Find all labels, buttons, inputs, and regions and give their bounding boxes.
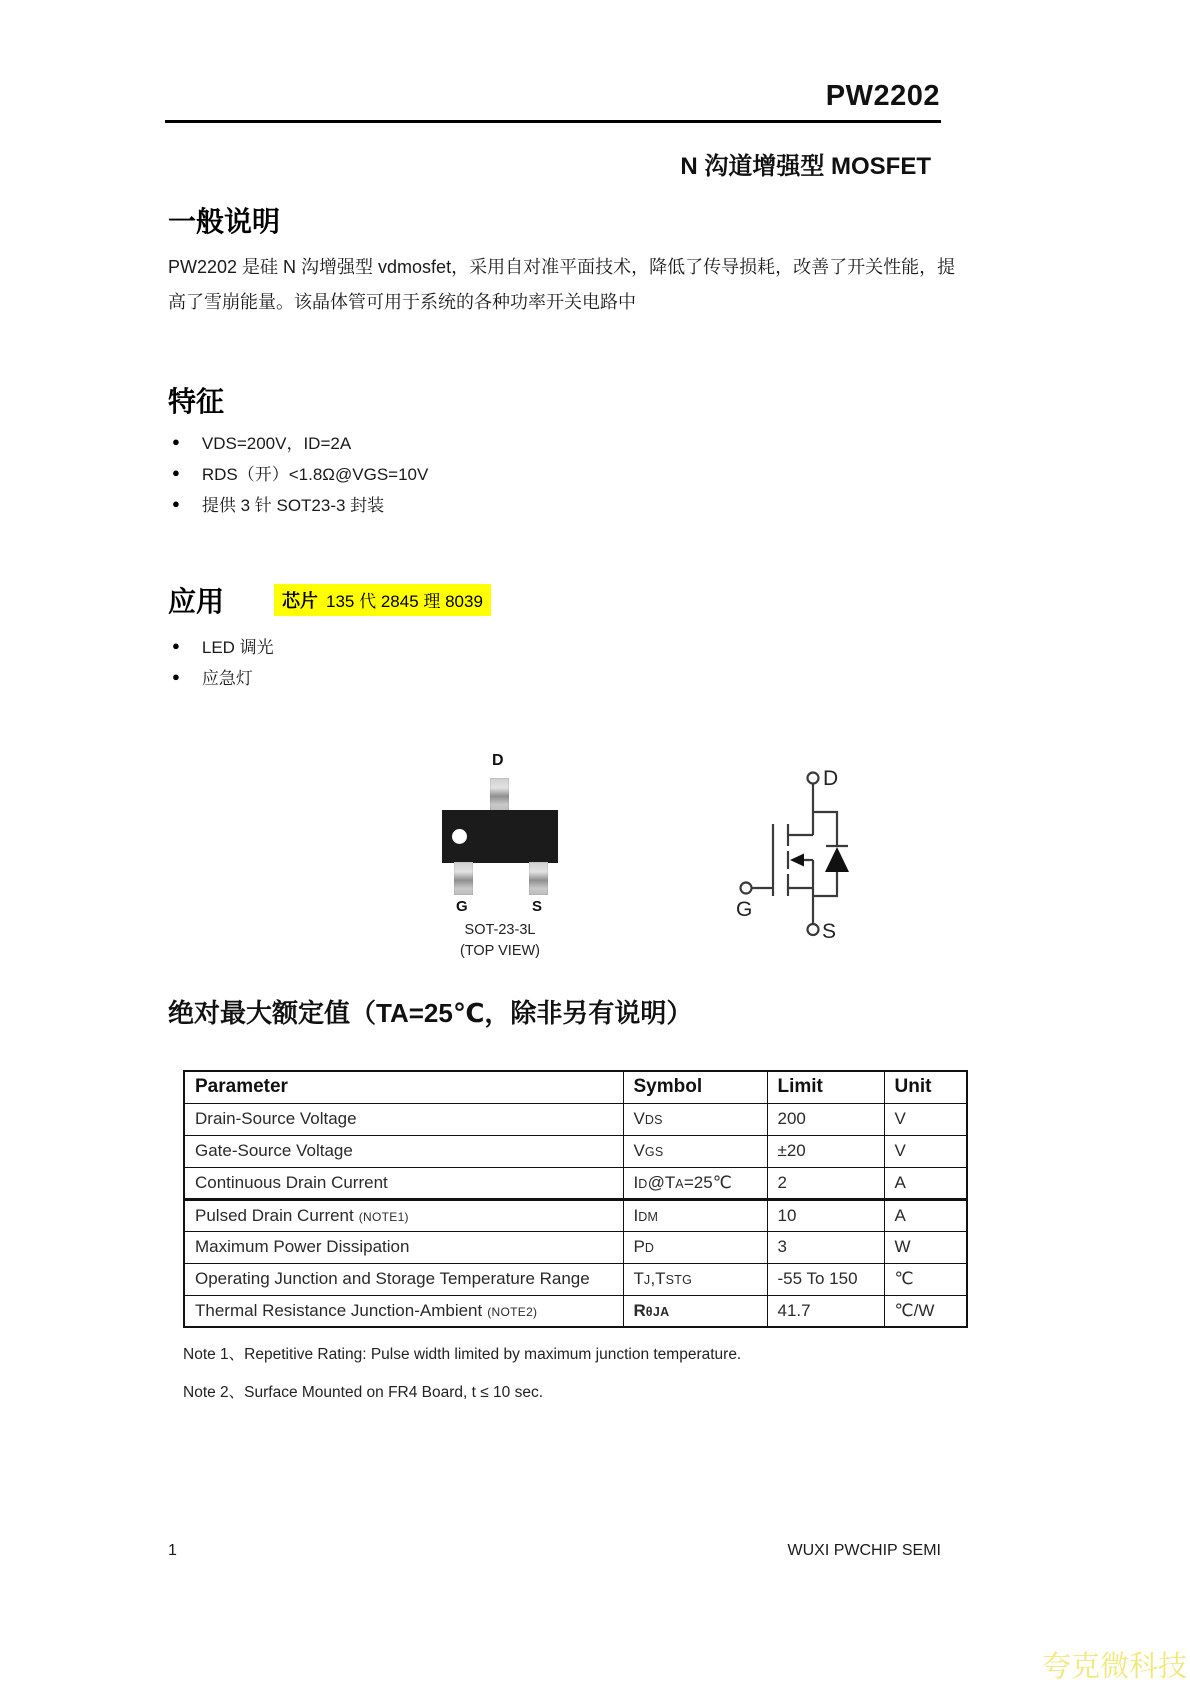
bullet-icon: ●: [172, 465, 180, 480]
parameter-cell: Thermal Resistance Junction-Ambient (NOTE2): [184, 1295, 623, 1327]
features-list: [172, 426, 428, 519]
applications-highlight-bold: 芯片: [282, 591, 319, 611]
parameter-cell: Maximum Power Dissipation: [184, 1231, 623, 1263]
absolute-maximum-ratings-heading: 绝对最大额定值（TA=25℃，除非另有说明）: [168, 998, 693, 1028]
table-row: [184, 1295, 967, 1327]
bullet-icon: ●: [172, 638, 180, 653]
symbol-cell: RθJA: [623, 1295, 767, 1327]
limit-cell: ±20: [767, 1135, 884, 1167]
application-item-label: 应急灯: [201, 669, 253, 688]
applications-highlight: [274, 584, 491, 616]
unit-cell: A: [884, 1167, 967, 1199]
package-caption: [420, 920, 580, 962]
general-description-heading: 一般说明: [168, 206, 281, 237]
application-item: [172, 661, 274, 692]
table-row: [184, 1135, 967, 1167]
feature-item: [172, 457, 428, 488]
watermark: 夸克微科技: [1042, 1651, 1188, 1683]
parameter-cell: Operating Junction and Storage Temperature Range: [184, 1263, 623, 1295]
parameter-cell: Drain-Source Voltage: [184, 1103, 623, 1135]
unit-cell: W: [884, 1231, 967, 1263]
symbol-cell: VDS: [623, 1103, 767, 1135]
bullet-icon: ●: [172, 669, 180, 684]
limit-cell: 2: [767, 1167, 884, 1199]
limit-cell: -55 To 150: [767, 1263, 884, 1295]
parameter-note: (NOTE1): [358, 1209, 409, 1224]
symbol-cell: IDM: [623, 1199, 767, 1231]
feature-item-label: 提供 3 针 SOT23-3 封装: [201, 496, 385, 515]
parameter-note: (NOTE2): [487, 1304, 538, 1319]
absolute-maximum-ratings-table: [183, 1070, 968, 1328]
parameter-cell: Pulsed Drain Current (NOTE1): [184, 1199, 623, 1231]
general-description-text: PW2202 是硅 N 沟增强型 vdmosfet，采用自对准平面技术，降低了传导损耗，改善了开关性能，提高了雪崩能量。该晶体管可用于系统的各种功率开关电路中: [168, 257, 956, 313]
bullet-icon: ●: [172, 496, 180, 511]
feature-item-label: RDS（开）<1.8Ω@VGS=10V: [201, 465, 429, 484]
table-row: [184, 1167, 967, 1199]
package-view: (TOP VIEW): [459, 943, 541, 960]
table-body: [184, 1103, 967, 1327]
table-header-row: [184, 1071, 967, 1103]
package-top-view-figure: [442, 752, 558, 960]
doc-subtitle: N 沟道增强型 MOSFET: [680, 153, 931, 180]
limit-cell: 10: [767, 1199, 884, 1231]
unit-cell: ℃: [884, 1263, 967, 1295]
symbol-cell: PD: [623, 1231, 767, 1263]
package-body: [442, 810, 558, 863]
page-number: 1: [168, 1542, 177, 1559]
table-header-cell: Limit: [767, 1071, 884, 1103]
bullet-icon: ●: [172, 434, 180, 449]
table-row: [184, 1231, 967, 1263]
package-pin-s-label: S: [532, 898, 543, 915]
parameter-cell: Gate-Source Voltage: [184, 1135, 623, 1167]
package-pin-source: [529, 862, 548, 895]
application-item-label: LED 调光: [201, 638, 274, 657]
unit-cell: A: [884, 1199, 967, 1231]
symbol-cell: TJ,TSTG: [623, 1263, 767, 1295]
applications-heading: 应用: [168, 586, 225, 617]
schematic-drain-label: D: [823, 767, 839, 790]
footer-company: WUXI PWCHIP SEMI: [787, 1542, 941, 1559]
feature-item-label: VDS=200V，ID=2A: [201, 434, 352, 453]
features-heading: 特征: [168, 386, 225, 417]
unit-cell: ℃/W: [884, 1295, 967, 1327]
limit-cell: 41.7: [767, 1295, 884, 1327]
table-row: [184, 1263, 967, 1295]
feature-item: [172, 426, 428, 457]
package-pin-d-label: D: [492, 752, 504, 769]
table-header-cell: Symbol: [623, 1071, 767, 1103]
table-header-cell: Parameter: [184, 1071, 623, 1103]
doc-number: PW2202: [825, 80, 940, 112]
applications-highlight-text: 135 代 2845 理 8039: [326, 592, 483, 611]
schematic-gate-label: G: [736, 898, 753, 921]
symbol-cell: ID@TA=25℃: [623, 1167, 767, 1199]
table-row: [184, 1103, 967, 1135]
table-note: Note 1、Repetitive Rating: Pulse width limited by maximum junction temperature.: [183, 1346, 742, 1363]
symbol-cell: VGS: [623, 1135, 767, 1167]
package-pin-gate: [454, 862, 473, 895]
unit-cell: V: [884, 1103, 967, 1135]
applications-list: [172, 630, 274, 692]
application-item: [172, 630, 274, 661]
limit-cell: 200: [767, 1103, 884, 1135]
package-pin1-dot: [452, 829, 467, 844]
table-notes: [183, 1342, 741, 1418]
header-rule: [165, 120, 941, 123]
table-header-cell: Unit: [884, 1071, 967, 1103]
parameter-cell: Continuous Drain Current: [184, 1167, 623, 1199]
package-name: SOT-23-3L: [464, 922, 536, 938]
unit-cell: V: [884, 1135, 967, 1167]
schematic-source-label: S: [822, 920, 837, 943]
package-pin-g-label: G: [456, 898, 468, 915]
feature-item: [172, 488, 428, 519]
mosfet-symbol-figure: [670, 700, 870, 955]
table-row: [184, 1199, 967, 1231]
package-pin-drain: [490, 778, 509, 811]
applications-header: [168, 580, 491, 620]
limit-cell: 3: [767, 1231, 884, 1263]
table-note: Note 2、Surface Mounted on FR4 Board, t ≤ 10 sec.: [183, 1384, 544, 1401]
